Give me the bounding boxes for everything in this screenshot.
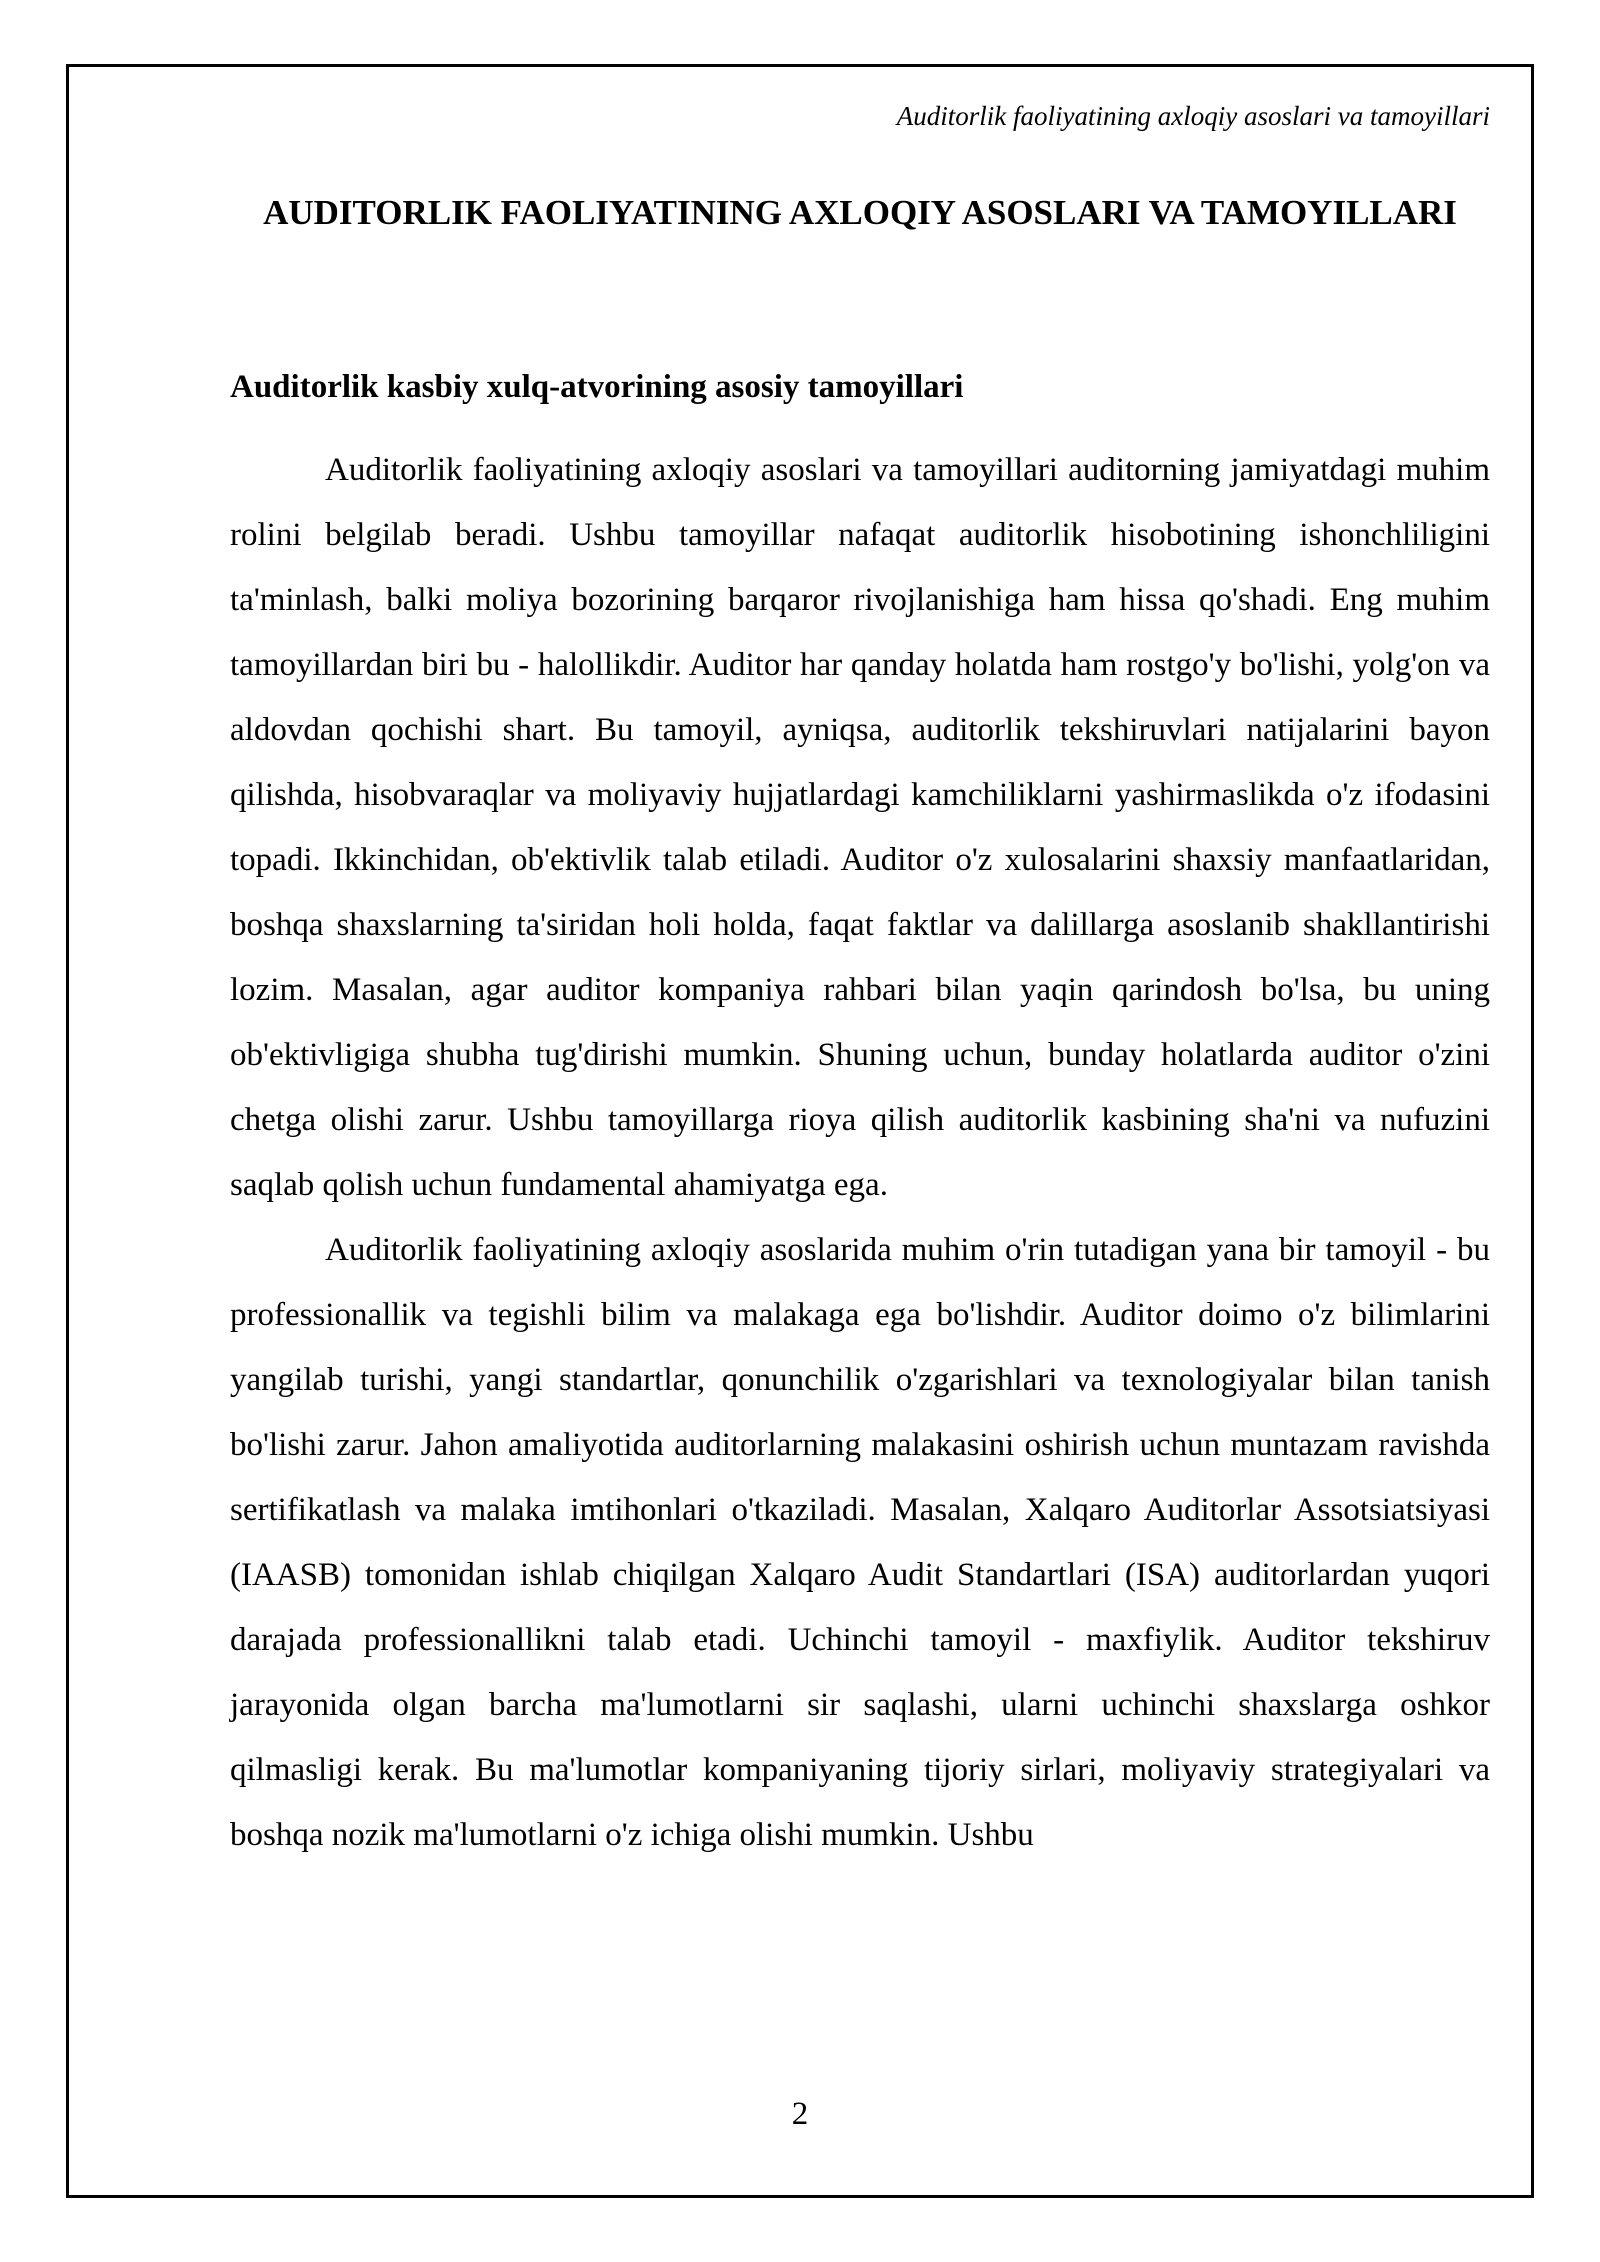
paragraph-2: Auditorlik faoliyatining axloqiy asoslarida muhim o'rin tutadigan yana bir tamoyil - bu professionallik va tegishli bilim va malakaga ega bo'lishdir. Auditor doimo o'z bilimlarini yangilab turishi, yangi standartlar, qonunchilik o'zgarishlari va texnologiyalar bilan tanish bo'lishi zarur. Jahon amaliyotida auditorlarning malakasini oshirish uchun muntazam ravishda sertifikatlash va malaka imtihonlari o'tkaziladi. Masalan, Xalqaro Auditorlar Assotsiatsiyasi (IAASB) tomonidan ishlab chiqilgan Xalqaro Audit Standartlari (ISA) auditorlardan yuqori darajada professionallikni talab etadi. Uchinchi tamoyil - maxfiylik. Auditor tekshiruv jarayonida olgan barcha ma'lumotlarni sir saqlashi, ularni uchinchi shaxslarga oshkor qilmasligi kerak. Bu ma'lumotlar kompaniyaning tijoriy sirlari, moliyaviy strategiyalari va boshqa nozik ma'lumotlarni o'z ichiga olishi mumkin. Ushbu [230, 1232, 1490, 1853]
page-number: 2 [791, 2096, 809, 2132]
body-text [230, 438, 1490, 1868]
running-header: Auditorlik faoliyatining axloqiy asoslari va tamoyillari [896, 101, 1490, 131]
section-heading: Auditorlik kasbiy xulq-atvorining asosiy tamoyillari [230, 369, 964, 405]
paragraph-1: Auditorlik faoliyatining axloqiy asoslari va tamoyillari auditorning jamiyatdagi muhim rolini belgilab beradi. Ushbu tamoyillar nafaqat auditorlik hisobotining ishonchliligini ta'minlash, balki moliya bozorining barqaror rivojlanishiga ham hissa qo'shadi. Eng muhim tamoyillardan biri bu - halollikdir. Auditor har qanday holatda ham rostgo'y bo'lishi, yolg'on va aldovdan qochishi shart. Bu tamoyil, ayniqsa, auditorlik tekshiruvlari natijalarini bayon qilishda, hisobvaraqlar va moliyaviy hujjatlardagi kamchiliklarni yashirmaslikda o'z ifodasini topadi. Ikkinchidan, ob'ektivlik talab etiladi. Auditor o'z xulosalarini shaxsiy manfaatlaridan, boshqa shaxslarning ta'siridan holi holda, faqat faktlar va dalillarga asoslanib shakllantirishi lozim. Masalan, agar auditor kompaniya rahbari bilan yaqin qarindosh bo'lsa, bu uning ob'ektivligiga shubha tug'dirishi mumkin. Shuning uchun, bunday holatlarda auditor o'zini chetga olishi zarur. Ushbu tamoyillarga rioya qilish auditorlik kasbining sha'ni va nufuzini saqlab qolish uchun fundamental ahamiyatga ega. [230, 452, 1490, 1203]
document-title: AUDITORLIK FAOLIYATINING AXLOQIY ASOSLARI VA TAMOYILLARI [263, 193, 1457, 232]
